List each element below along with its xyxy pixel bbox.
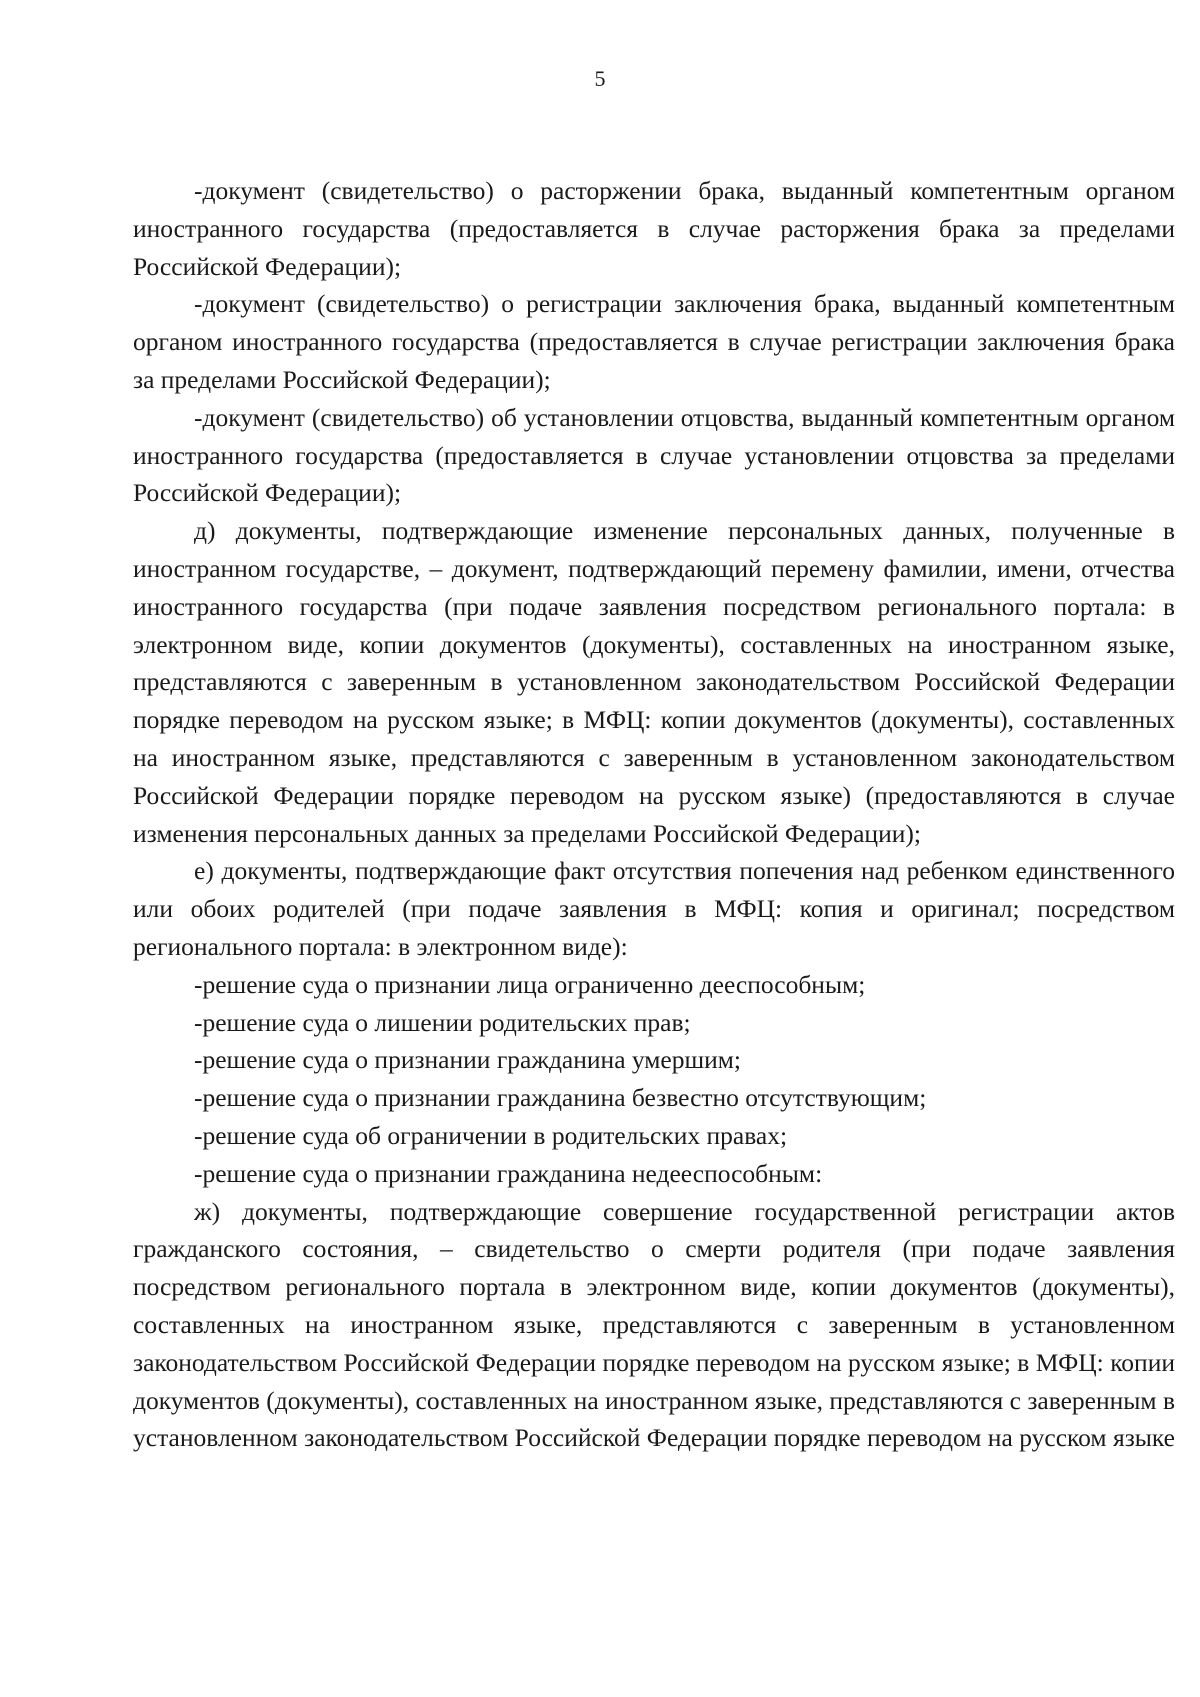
document-body bbox=[133, 172, 1175, 1457]
paragraph-divorce-certificate: -документ (свидетельство) о расторжении брака, выданный компетентным органом иностранного государства (предоставляется в случае расторжения брака за пределами Российской Федерации); bbox=[133, 176, 1175, 281]
paragraph-d-personal-data-change: д) документы, подтверждающие изменение персональных данных, полученные в иностранном государстве, – документ, подтверждающий перемену фамилии, имени, отчества иностранного государства (при подаче заявления посредством регионального портала: в электронном виде, копии документов (документы), составленных на иностранном языке, представляются с заверенным в установленном законодательством Российской Федерации порядке переводом на русском языке; в МФЦ: копии документов (документы), составленных на иностранном языке, представляются с заверенным в установленном законодательством Российской Федерации порядке переводом на русском языке) (предоставляются в случае изменения персональных данных за пределами Российской Федерации); bbox=[133, 516, 1175, 848]
court-decision-item: -решение суда о признании гражданина недееспособным: bbox=[194, 1158, 823, 1188]
court-decision-item: -решение суда о лишении родительских прав; bbox=[194, 1007, 691, 1037]
paragraph-zh-civil-registration: ж) документы, подтверждающие совершение государственной регистрации актов гражданского состояния, – свидетельство о смерти родителя (при подаче заявления посредством регионального портала в электронном виде, копии документов (документы), составленных на иностранном языке, представляются с заверенным в установленном законодательством Российской Федерации порядке переводом на русском языке; в МФЦ: копии документов (документы), составленных на иностранном языке, представляются с заверенным в установленном законодательством Российской Федерации порядке переводом на русском языке bbox=[133, 1196, 1175, 1453]
court-decision-item: -решение суда об ограничении в родительских правах; bbox=[194, 1120, 788, 1150]
page-number: 5 bbox=[594, 66, 606, 91]
court-decision-item: -решение суда о признании гражданина безвестно отсутствующим; bbox=[194, 1083, 927, 1113]
court-decision-item: -решение суда о признании гражданина умершим; bbox=[194, 1045, 742, 1075]
court-decision-item: -решение суда о признании лица ограниченно дееспособным; bbox=[194, 969, 866, 999]
paragraph-paternity-certificate: -документ (свидетельство) об установлении отцовства, выданный компетентным органом иностранного государства (предоставляется в случае установлении отцовства за пределами Российской Федерации); bbox=[133, 402, 1175, 508]
paragraph-marriage-certificate: -документ (свидетельство) о регистрации заключения брака, выданный компетентным органом иностранного государства (предоставляется в случае регистрации заключения брака за пределами Российской Федерации); bbox=[133, 289, 1175, 394]
paragraph-e-no-parental-care: е) документы, подтверждающие факт отсутствия попечения над ребенком единственного или обоих родителей (при подаче заявления в МФЦ: копия и оригинал; посредством регионального портала: в электронном виде): bbox=[133, 856, 1175, 961]
